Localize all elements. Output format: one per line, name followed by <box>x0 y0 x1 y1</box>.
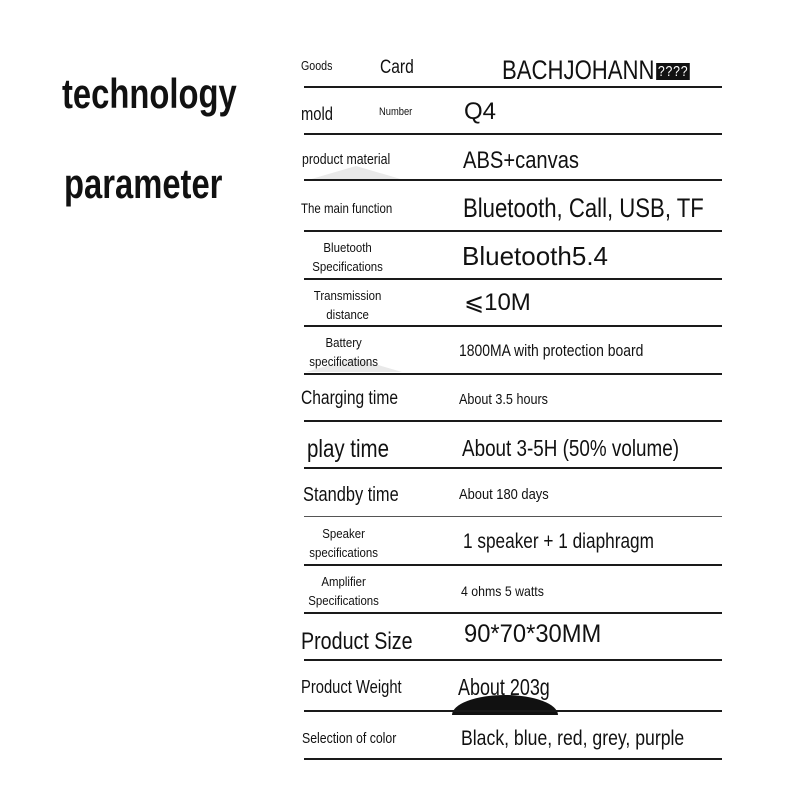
param-label-color: Selection of color <box>302 730 397 747</box>
brand-suffix: ???? <box>657 63 689 80</box>
row-divider <box>304 420 722 422</box>
param-label-standby: Standby time <box>303 484 399 506</box>
row-divider <box>304 564 722 566</box>
param-value-battery: 1800MA with protection board <box>459 341 644 360</box>
param-label-function: The main function <box>301 200 393 216</box>
param-value-amplifier: 4 ohms 5 watts <box>461 583 544 599</box>
param-label-charging: Charging time <box>301 388 398 409</box>
param-label-battery: Battery specifications <box>309 335 378 369</box>
brand-value <box>502 55 690 86</box>
row-divider <box>304 230 722 232</box>
label-shade <box>308 166 404 180</box>
param-label-mold: mold <box>301 104 333 124</box>
row-divider <box>304 516 722 517</box>
param-value-function: Bluetooth, Call, USB, TF <box>463 193 704 223</box>
param-label-weight: Product Weight <box>301 677 402 697</box>
title-parameter: parameter <box>64 160 223 207</box>
param-label-transmission: Transmission distance <box>313 288 382 322</box>
row-divider <box>304 133 722 135</box>
row-divider <box>304 373 722 375</box>
title-technology: technology <box>62 70 237 117</box>
param-label-size: Product Size <box>301 628 413 655</box>
param-value-size: 90*70*30MM <box>464 620 602 648</box>
param-label-material: product material <box>302 151 391 168</box>
param-label-amplifier: Amplifier Specifications <box>308 574 379 608</box>
row-divider <box>304 467 722 469</box>
param-label-playtime: play time <box>307 435 390 463</box>
param-value-weight: About 203g <box>458 674 550 700</box>
param-value-playtime: About 3-5H (50% volume) <box>462 435 679 461</box>
row-divider <box>304 612 722 614</box>
card-label: Card <box>380 57 414 78</box>
row-divider <box>304 659 722 661</box>
row-divider <box>304 710 722 712</box>
param-label-number: Number <box>379 106 413 118</box>
param-value-transmission: ⩽10M <box>464 289 531 316</box>
param-value-material: ABS+canvas <box>463 147 579 174</box>
param-value-bluetooth: Bluetooth5.4 <box>462 241 609 271</box>
goods-label: Goods <box>301 58 333 73</box>
param-value-charging: About 3.5 hours <box>459 391 548 408</box>
row-divider <box>304 758 722 760</box>
row-divider <box>304 325 722 327</box>
param-label-speaker: Speaker specifications <box>309 526 378 560</box>
row-divider <box>304 86 722 88</box>
row-divider <box>304 278 722 280</box>
brand-name: BACHJOHANN <box>502 55 655 85</box>
param-value-color: Black, blue, red, grey, purple <box>461 727 685 750</box>
param-label-bluetooth: Bluetooth Specifications <box>312 240 383 274</box>
row-divider <box>304 179 722 181</box>
param-value-standby: About 180 days <box>459 486 549 503</box>
param-value-speaker: 1 speaker + 1 diaphragm <box>463 530 654 553</box>
param-value-mold: Q4 <box>464 98 497 125</box>
